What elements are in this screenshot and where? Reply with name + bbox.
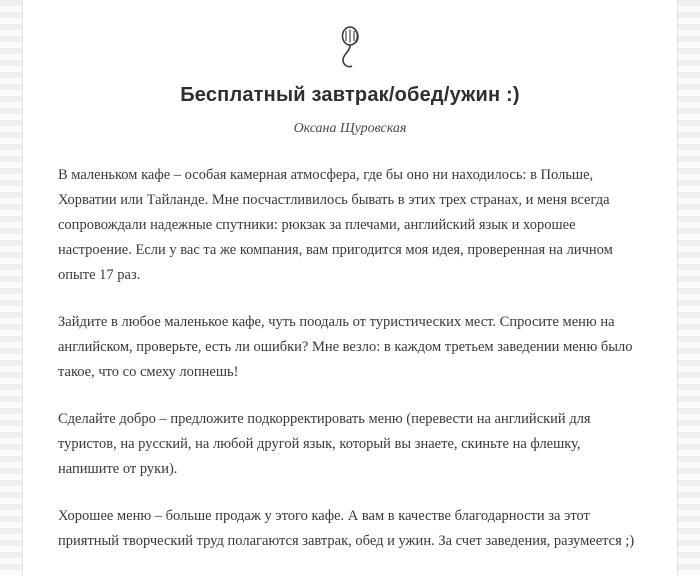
author-name: Оксана Щуровская [293, 121, 407, 136]
paragraph: В маленьком кафе – особая камерная атмосфера, где бы оно ни находилось: в Польше, Хорватии или Тайланде. Мне посчастливилось бывать в этих трех странах, и меня всегда сопровождали надежные спутники: рюкзак за плечами, английский язык и хорошее настроение. Если у вас та же компания, вам пригодится моя идея, проверенная на личном опыте 17 раз. [58, 167, 613, 283]
paragraph: Сделайте добро – предложите подкорректировать меню (перевести на английский для туристов, на русский, на любой другой язык, который вы знаете, скиньте на флешку, напишите от руки). [58, 411, 591, 477]
spoon-ornament-icon [40, 26, 660, 72]
document-content [22, 0, 678, 576]
article-body [40, 163, 660, 554]
paragraph: Зайдите в любое маленькое кафе, чуть поодаль от туристических мест. Спросите меню на английском, проверьте, есть ли ошибки? Мне везло: в каждом третьем заведении меню было такое, что со смеху лопнешь! [58, 314, 633, 380]
paragraph: Хорошее меню – больше продаж у этого кафе. А вам в качестве благодарности за этот приятный творческий труд полагаются завтрак, обед и ужин. За счет заведения, разумеется ;) [58, 508, 635, 549]
right-torn-edge-decoration [677, 0, 700, 576]
left-torn-edge-decoration [0, 0, 23, 576]
page-title: Бесплатный завтрак/обед/ужин :) [180, 84, 520, 106]
